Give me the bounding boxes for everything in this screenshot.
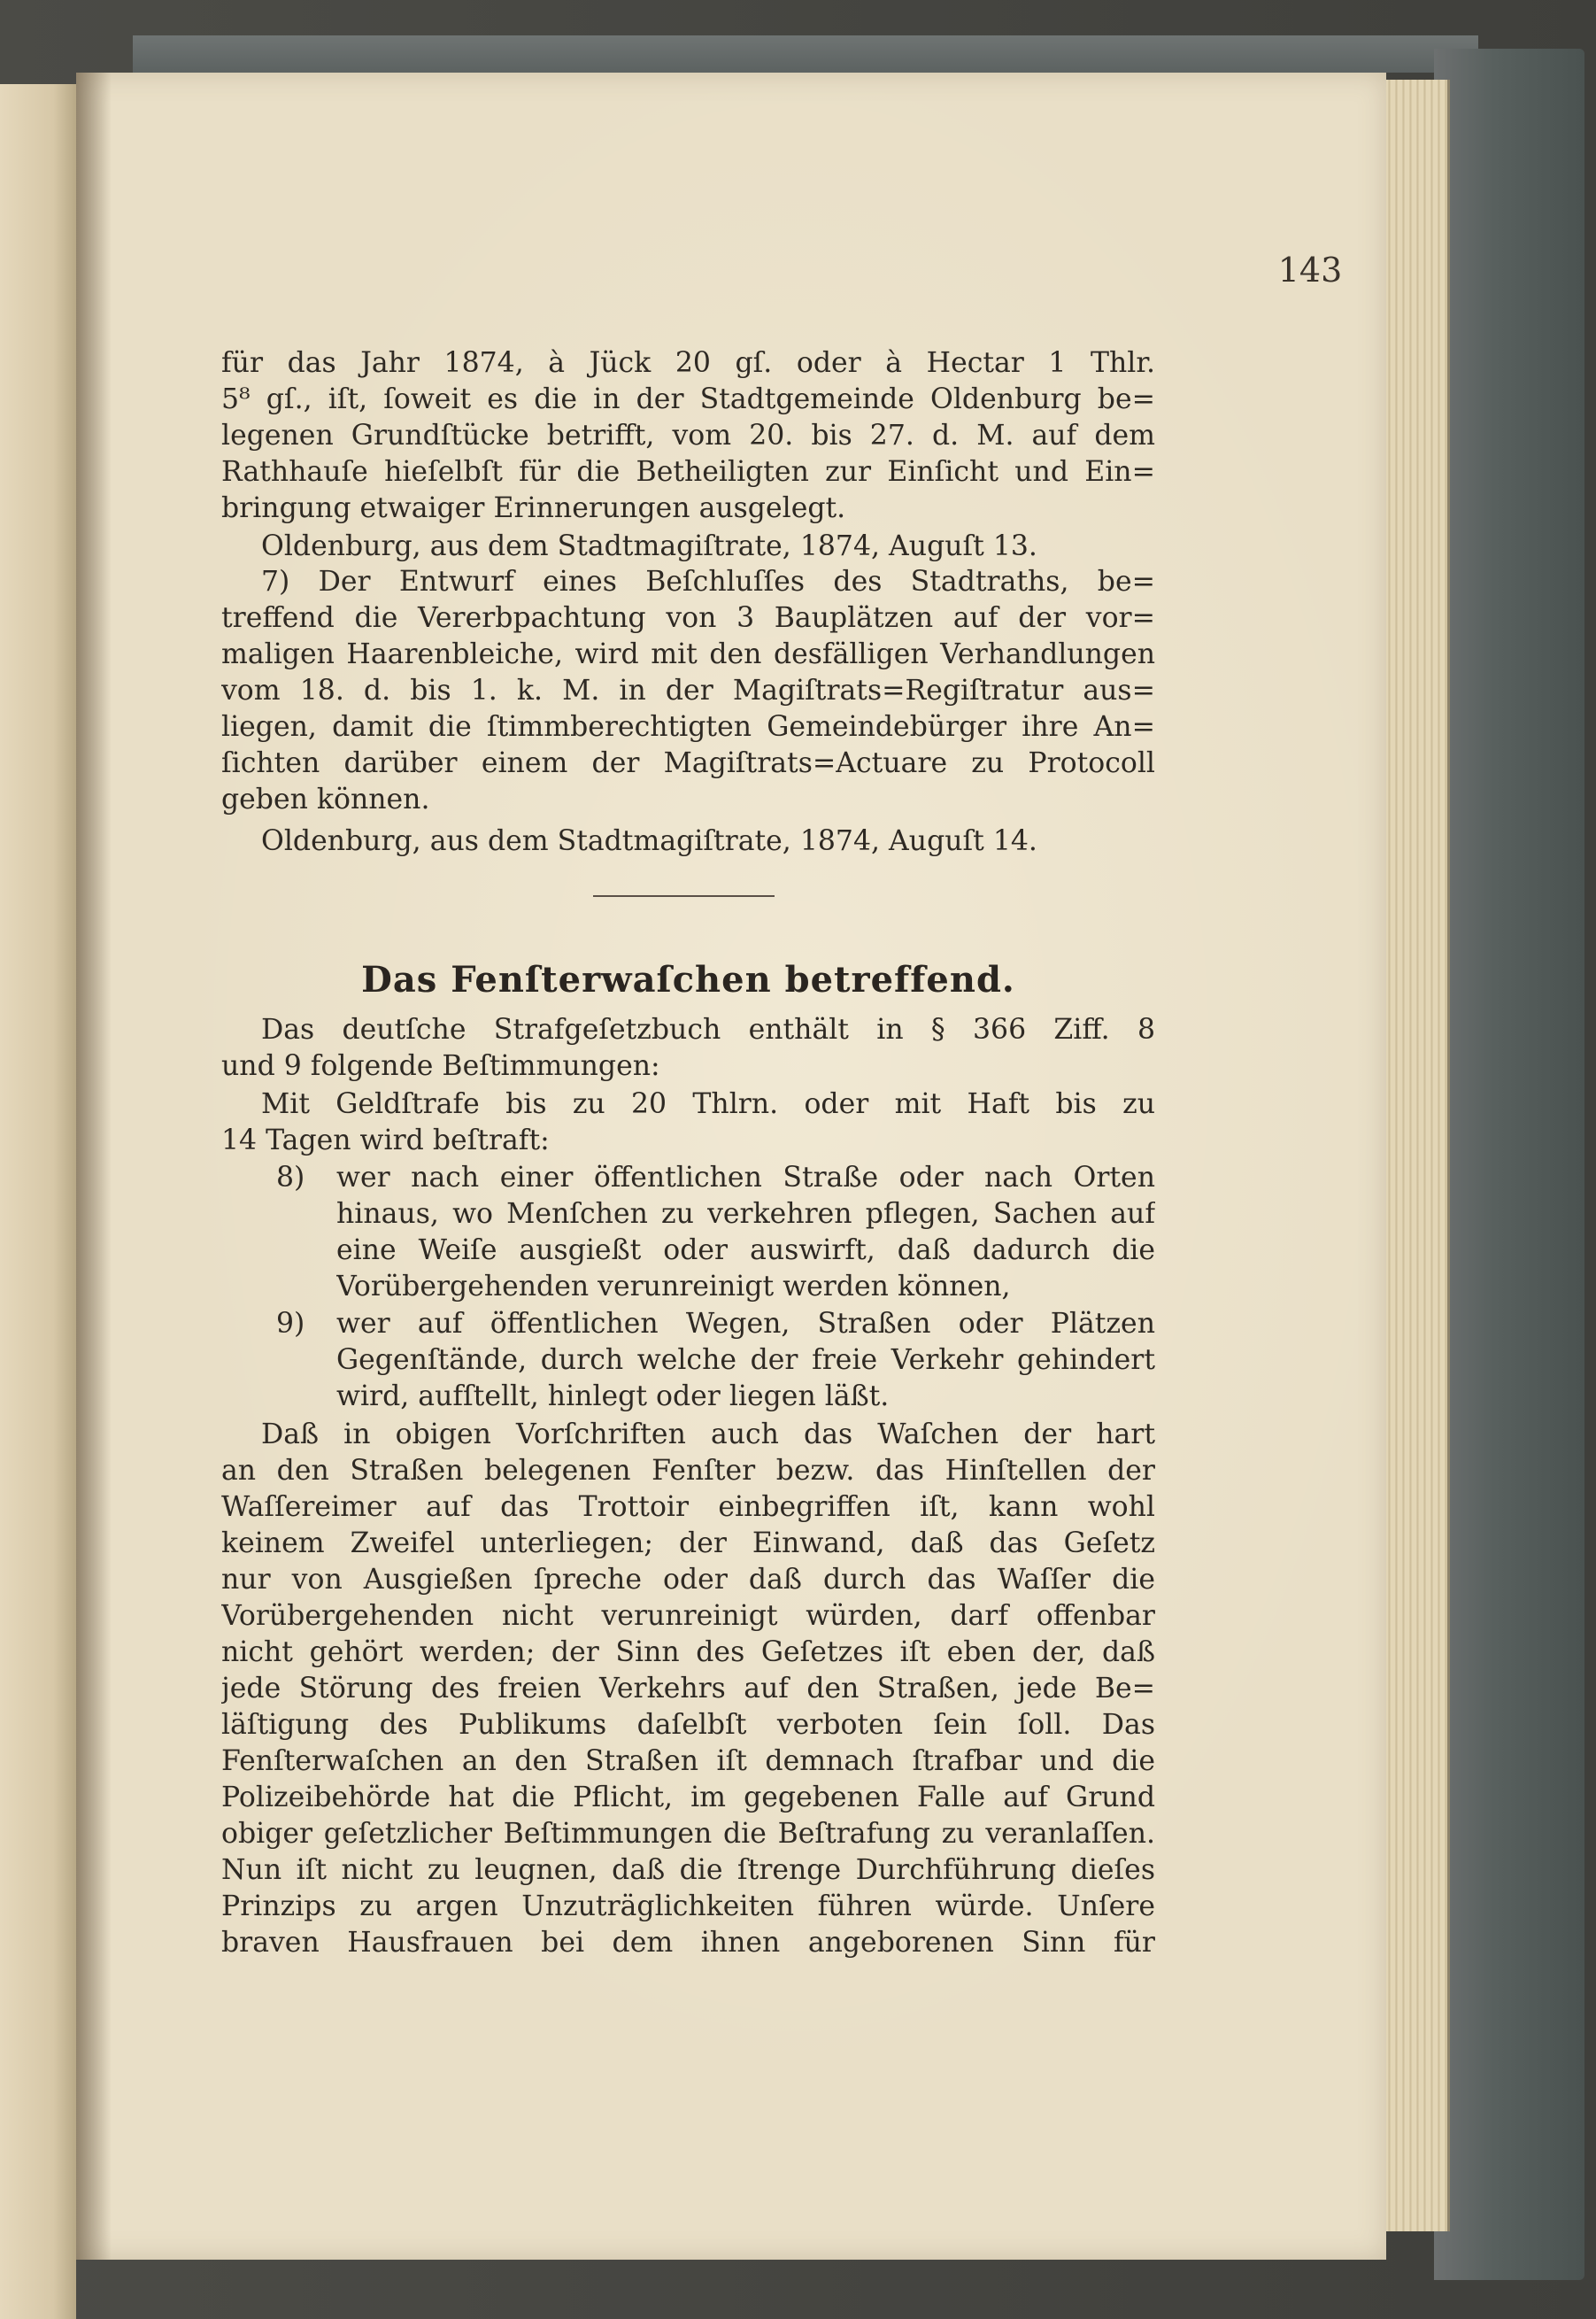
page-edges (1376, 80, 1450, 2231)
text-line: Mit Geldſtrafe bis zu 20 Thlrn. oder mit Haft bis zu (261, 1088, 1155, 1120)
text-line: bringung etwaiger Erinnerungen ausgelegt. (221, 492, 846, 524)
text-line: Daß in obigen Vorſchriften auch das Waſchen der hart (261, 1418, 1155, 1450)
text-line: jede Störung des freien Verkehrs auf den Straßen, jede Be= (221, 1673, 1155, 1704)
text-line: obiger geſetzlicher Beſtimmungen die Beſtrafung zu veranlaſſen. (221, 1818, 1155, 1850)
text-line: nur von Ausgießen ſpreche oder daß durch das Waſſer die (221, 1564, 1155, 1596)
item-number: 8) (276, 1162, 305, 1194)
text-line: wer auf öffentlichen Wegen, Straßen oder Plätzen (336, 1308, 1155, 1340)
text-line: 5⁸ gſ., iſt, ſoweit es die in der Stadtgemeinde Oldenburg be= (221, 383, 1155, 415)
text-line: wer nach einer öffentlichen Straße oder nach Orten (336, 1162, 1155, 1194)
text-line: braven Hausfrauen bei dem ihnen angeborenen Sinn für (221, 1927, 1155, 1959)
text-line: Prinzips zu argen Unzuträglichkeiten führen würde. Unſere (221, 1890, 1155, 1922)
text-line: hinaus, wo Menſchen zu verkehren pflegen, Sachen auf (336, 1198, 1155, 1230)
text-line: eine Weiſe ausgießt oder auswirft, daß dadurch die (336, 1234, 1155, 1266)
section-divider (593, 895, 775, 897)
text-line: nicht gehört werden; der Sinn des Geſetzes iſt eben der, daß (221, 1636, 1155, 1668)
text-line: 14 Tagen wird beſtraft: (221, 1125, 550, 1156)
text-line: Vorübergehenden verunreinigt werden können, (336, 1271, 1011, 1303)
signature-line: Oldenburg, aus dem Stadtmagiſtrate, 1874, Auguſt 13. (261, 530, 1037, 562)
text-line: Rathhauſe hieſelbſt für die Betheiligten zur Einſicht und Ein= (221, 456, 1155, 488)
text-line: 7) Der Entwurf eines Beſchluſſes des Stadtraths, be= (261, 566, 1155, 598)
text-line: geben können. (221, 784, 430, 816)
text-line: treffend die Vererbpachtung von 3 Bauplätzen auf der vor= (221, 602, 1155, 634)
gutter-shadow (76, 73, 112, 2260)
text-line: keinem Zweifel unterliegen; der Einwand, daß das Geſetz (221, 1527, 1155, 1559)
text-line: und 9 folgende Beſtimmungen: (221, 1050, 660, 1082)
text-line: ſichten darüber einem der Magiſtrats=Actuare zu Protocoll (221, 747, 1155, 779)
text-line: Nun iſt nicht zu leugnen, daß die ſtrenge Durchführung dieſes (221, 1854, 1155, 1886)
text-line: an den Straßen belegenen Fenſter bezw. das Hinſtellen der (221, 1455, 1155, 1487)
book-cover-top (133, 35, 1478, 73)
facing-page-edge (0, 84, 76, 2319)
text-line: läſtigung des Publikums daſelbſt verboten ſein ſoll. Das (221, 1709, 1155, 1741)
book-cover-right (1434, 49, 1584, 2280)
article-title: Das Fenſterwaſchen betreffend. (361, 959, 1015, 1001)
item-number: 9) (276, 1308, 305, 1340)
text-line: legenen Grundſtücke betrifft, vom 20. bis 27. d. M. auf dem (221, 420, 1155, 452)
text-line: für das Jahr 1874, à Jück 20 gſ. oder à Hectar 1 Thlr. (221, 347, 1155, 379)
text-line: Polizeibehörde hat die Pflicht, im gegebenen Falle auf Grund (221, 1782, 1155, 1813)
text-line: Gegenſtände, durch welche der freie Verkehr gehindert (336, 1344, 1155, 1376)
text-line: Fenſterwaſchen an den Straßen iſt demnach ſtrafbar und die (221, 1745, 1155, 1777)
text-line: Das deutſche Strafgeſetzbuch enthält in § 366 Ziff. 8 (261, 1014, 1155, 1046)
text-line: maligen Haarenbleiche, wird mit den desfälligen Verhandlungen (221, 638, 1155, 670)
text-line: vom 18. d. bis 1. k. M. in der Magiſtrats=Regiſtratur aus= (221, 675, 1155, 707)
text-line: Vorübergehenden nicht verunreinigt würden, darf offenbar (221, 1600, 1155, 1632)
signature-line: Oldenburg, aus dem Stadtmagiſtrate, 1874, Auguſt 14. (261, 825, 1037, 857)
text-line: liegen, damit die ſtimmberechtigten Gemeindebürger ihre An= (221, 711, 1155, 743)
text-line: Waſſereimer auf das Trottoir einbegriffen iſt, kann wohl (221, 1491, 1155, 1523)
page-number: 143 (1277, 251, 1343, 290)
text-line: wird, aufſtellt, hinlegt oder liegen läßt. (336, 1380, 890, 1412)
